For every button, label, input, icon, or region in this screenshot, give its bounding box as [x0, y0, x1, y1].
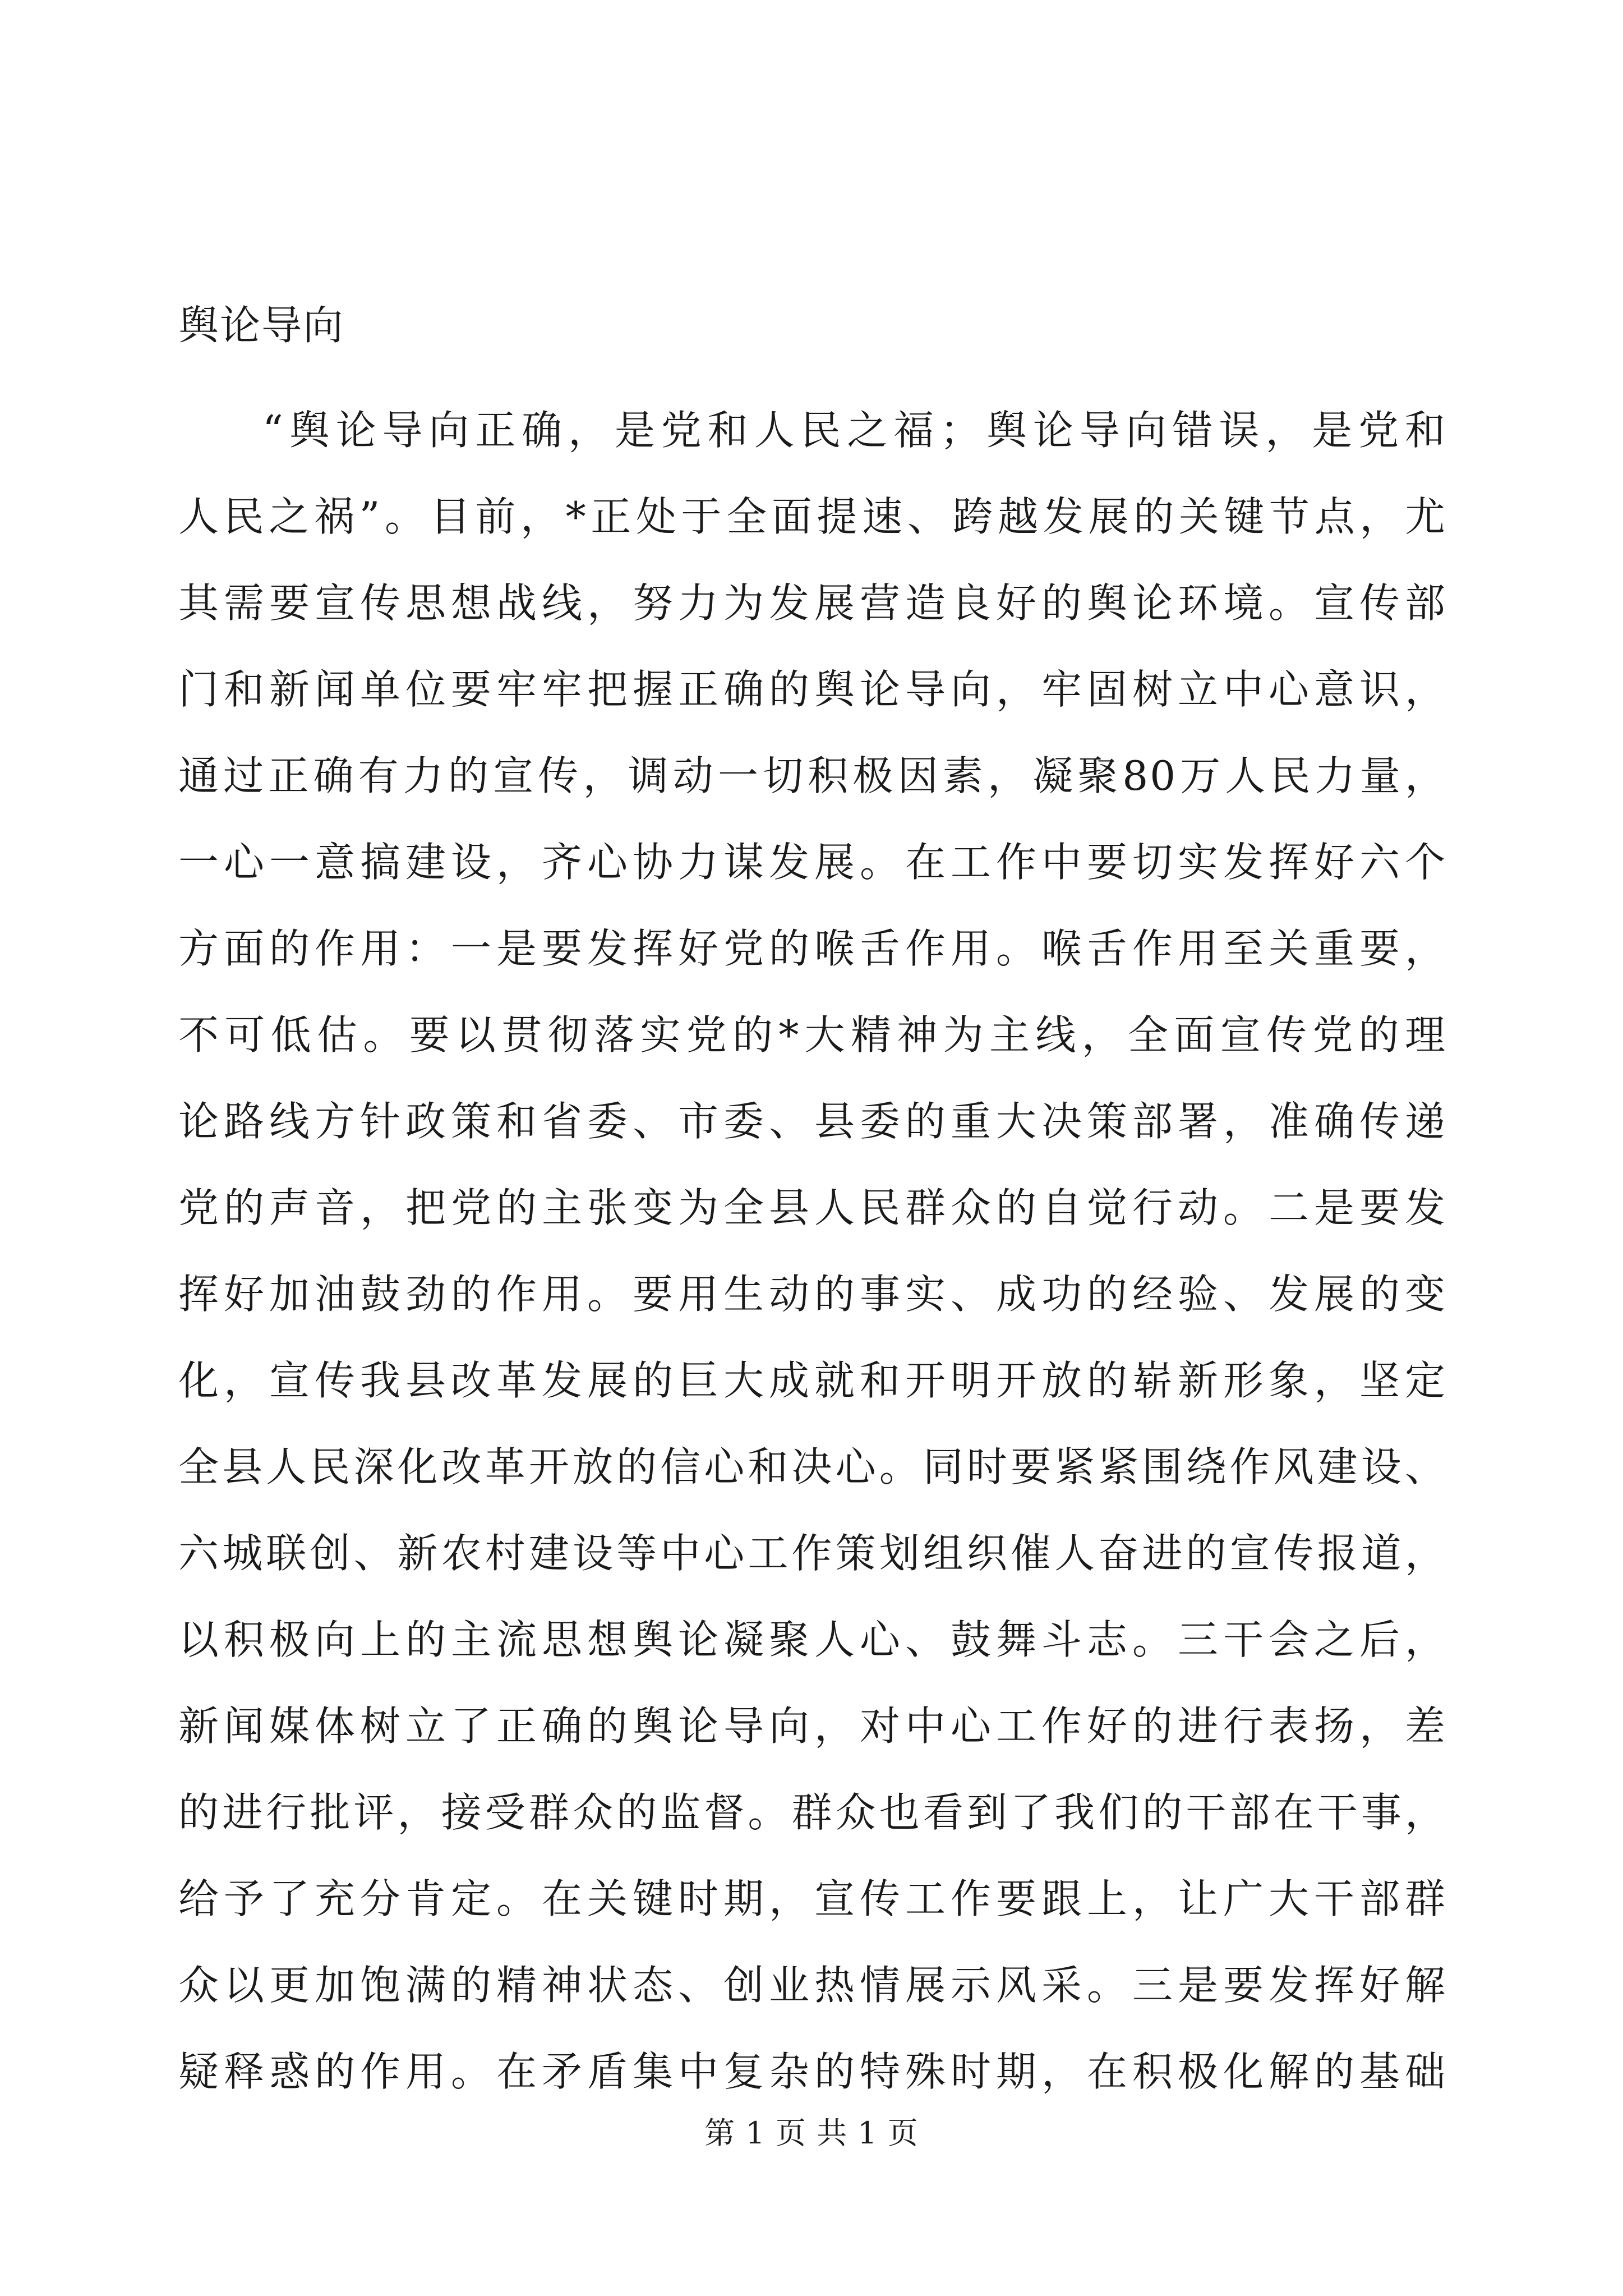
body-line: 不可低估。要以贯彻落实党的*大精神为主线，全面宣传党的理 [178, 1011, 1447, 1059]
body-line: 一心一意搞建设，齐心协力谋发展。在工作中要切实发挥好六个 [178, 839, 1447, 886]
body-line: 其需要宣传思想战线，努力为发展营造良好的舆论环境。宣传部 [178, 579, 1447, 627]
body-line: 通过正确有力的宣传，调动一切积极因素，凝聚80万人民力量， [178, 752, 1447, 799]
body-line: 六城联创、新农村建设等中心工作策划组织催人奋进的宣传报道， [178, 1530, 1447, 1577]
body-line: 门和新闻单位要牢牢把握正确的舆论导向，牢固树立中心意识， [178, 666, 1447, 713]
body-line: 新闻媒体树立了正确的舆论导向，对中心工作好的进行表扬，差 [178, 1703, 1447, 1750]
body-line: 论路线方针政策和省委、市委、县委的重大决策部署，准确传递 [178, 1098, 1447, 1145]
document-title: 舆论导向 [178, 302, 345, 349]
body-line: 全县人民深化改革开放的信心和决心。同时要紧紧围绕作风建设、 [178, 1443, 1447, 1490]
body-line: 的进行批评，接受群众的监督。群众也看到了我们的干部在干事， [178, 1789, 1447, 1836]
body-line: 化，宣传我县改革发展的巨大成就和开明开放的崭新形象，坚定 [178, 1357, 1447, 1404]
body-line: 给予了充分肯定。在关键时期，宣传工作要跟上，让广大干部群 [178, 1875, 1447, 1922]
body-line: 以积极向上的主流思想舆论凝聚人心、鼓舞斗志。三干会之后， [178, 1616, 1447, 1663]
body-line: 方面的作用：一是要发挥好党的喉舌作用。喉舌作用至关重要， [178, 925, 1447, 972]
body-line: 挥好加油鼓劲的作用。要用生动的事实、成功的经验、发展的变 [178, 1271, 1447, 1318]
body-paragraph [178, 387, 1447, 2115]
body-line: 党的声音，把党的主张变为全县人民群众的自觉行动。二是要发 [178, 1184, 1447, 1231]
body-line: 众以更加饱满的精神状态、创业热情展示风采。三是要发挥好解 [178, 1962, 1447, 2009]
body-line: 人民之祸”。目前，*正处于全面提速、跨越发展的关键节点，尤 [178, 493, 1447, 540]
body-line: “舆论导向正确，是党和人民之福；舆论导向错误，是党和 [262, 407, 1447, 454]
page-number-footer: 第 1 页 共 1 页 [704, 2115, 919, 2151]
body-line: 疑释惑的作用。在矛盾集中复杂的特殊时期，在积极化解的基础 [178, 2048, 1447, 2095]
